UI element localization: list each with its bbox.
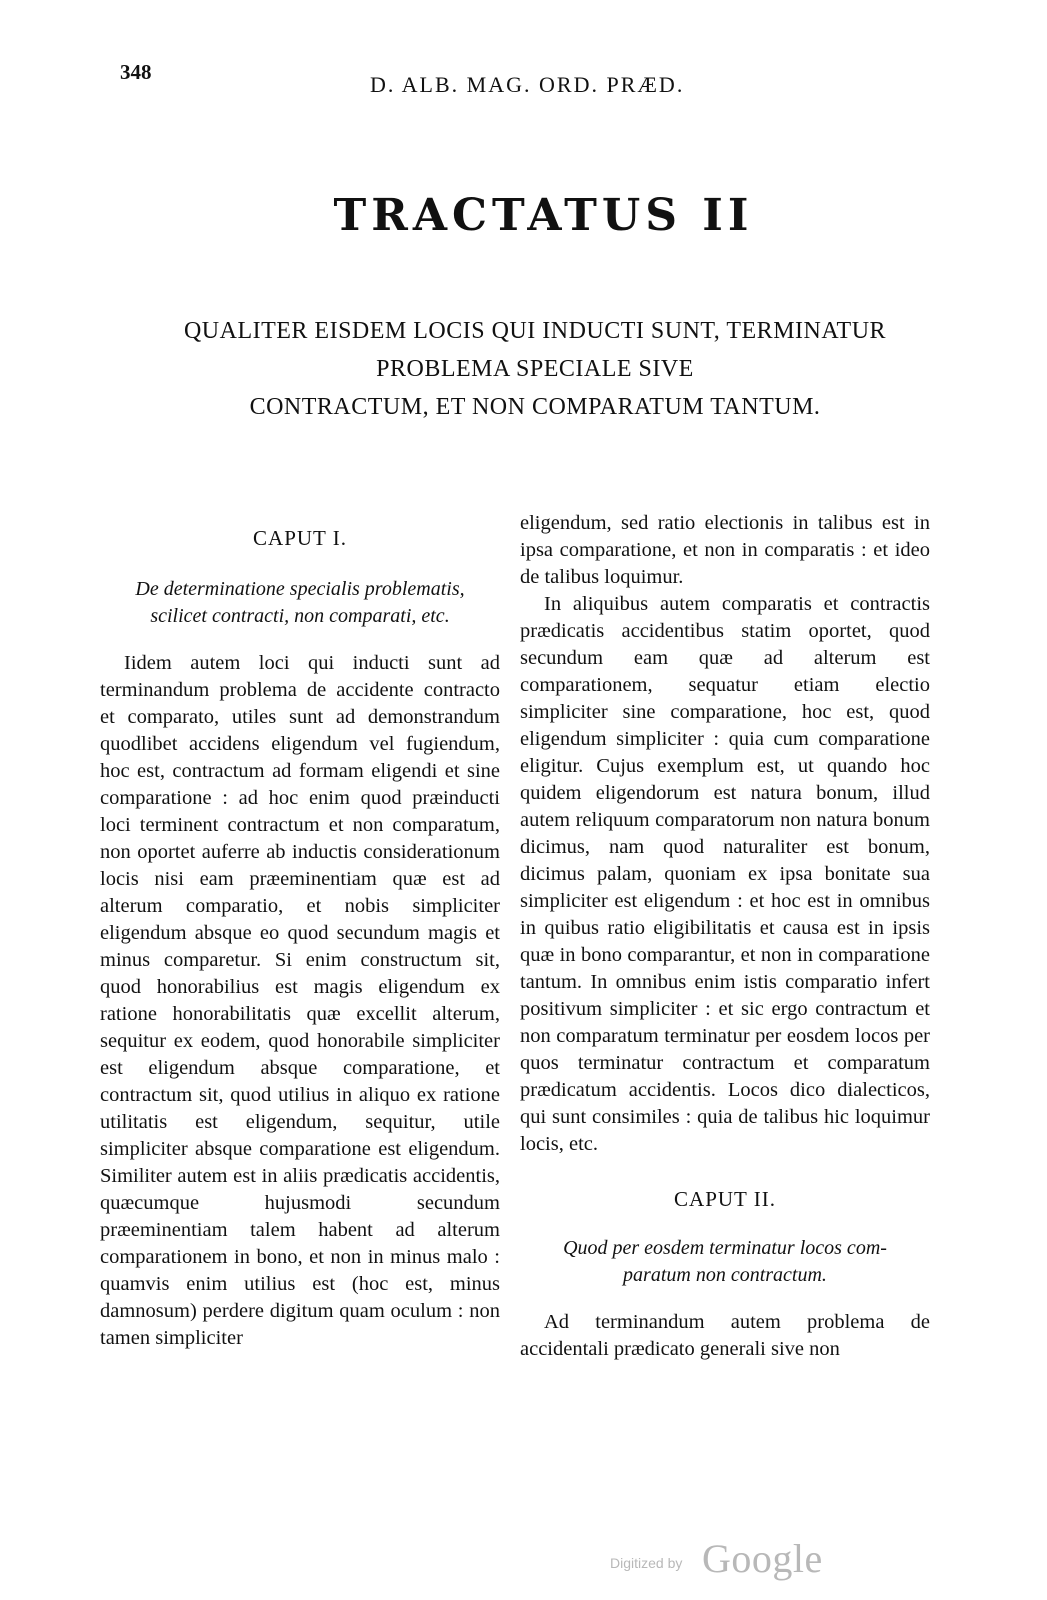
- caput-2-summary: [520, 1235, 930, 1289]
- caput-1-paragraph-1: Iidem autem loci qui inducti sunt ad terminandum problema de accidente contracto et comparato, utiles sunt ad demonstrandum quodlibet accidens eligendum vel fugiendum, hoc est, contractum ad formam eligendi et sine comparatione : ad hoc enim quod præinducti loci terminent contractum et non comparatum, non oportet auferre ab inductis considerationum locis nisi eam præeminentiam quæ est ad alterum comparatio, et nobis simpliciter eligendum absque eo quod secundum magis et minus comparetur. Si enim constructum sit, quod honorabilius est magis eligendum ex ratione honorabilitatis quæ excellit alterum, sequitur ex eodem, quod honorabile simpliciter est eligendum absque comparatione, et contractum sit, quod utilius in aliquo ex ratione utilitatis est eligendum, sequitur, utile simpliciter absque comparatione est eligendum. Similiter autem est in aliis prædicatis accidentis, quæcumque hujusmodi secundum præeminentiam talem habent ad alterum comparationem in bono, et non in minus malo : quamvis enim utilius est (hoc est, minus damnosum) perdere digitum quam oculum : non tamen simpliciter: [100, 652, 500, 1349]
- subtitle-line: PROBLEMA SPECIALE SIVE: [376, 356, 694, 382]
- running-head: [120, 60, 720, 100]
- caput-1-summary: [100, 576, 500, 630]
- right-column: [520, 510, 930, 1363]
- caput-2-heading: CAPUT II.: [674, 1187, 776, 1211]
- subtitle-line: CONTRACTUM, ET NON COMPARATUM TANTUM.: [249, 394, 821, 420]
- digitized-by-google-watermark: [610, 1535, 910, 1581]
- caput-2-paragraph-1: Ad terminandum autem problema de accidentali prædicato generali sive non: [520, 1311, 930, 1360]
- summary-line: scilicet contracti, non comparati, etc.: [150, 605, 450, 627]
- running-title: D. ALB. MAG. ORD. PRÆD.: [370, 72, 685, 97]
- caput-1-heading: CAPUT I.: [253, 526, 347, 550]
- google-logo: Google: [702, 1536, 823, 1581]
- subtitle-line: QUALITER EISDEM LOCIS QUI INDUCTI SUNT, TERMINATUR: [183, 318, 887, 344]
- caput-1-paragraph-1-continued: eligendum, sed ratio electionis in talibus est in ipsa comparatione, et non in comparatis : et ideo de talibus loquimur.: [520, 512, 930, 588]
- tractatus-subtitle: [140, 312, 930, 426]
- summary-line: De determinatione specialis problematis,: [135, 578, 465, 600]
- page-number: 348: [120, 60, 152, 84]
- summary-line: paratum non contractum.: [623, 1264, 827, 1286]
- caput-1-paragraph-2: In aliquibus autem comparatis et contractis prædicatis accidentibus statim oportet, quod secundum eam quæ ad alterum est comparationem, sequatur etiam electio simpliciter sine comparatione, hoc est, quod eligendum simpliciter : quia cum comparatione eligitur. Cujus exemplum est, ut quando hoc quidem eligendorum est natura bonum, illud autem reliquum comparatorum non natura bonum dicimus, nam quod naturaliter est bonum, dicimus palam, quoniam ex ipsa bonitate sua simpliciter est eligendum : et hoc est in omnibus in quibus ratio eligibilitatis et causa est in ipsis quæ in bono comparantur, et non in comparatione tantum. In omnibus enim istis comparatio infert positivum simpliciter : et sic ergo contractum et non comparatum terminatur per eosdem locos per quos terminatur contractum et comparatum prædicatum accidentis. Locos dico dialecticos, qui sunt consimiles : quia de talibus hic loquimur locis, etc.: [520, 593, 930, 1155]
- digitized-by-label: Digitized by: [610, 1555, 683, 1571]
- left-column: [100, 525, 500, 1352]
- summary-line: Quod per eosdem terminatur locos com-: [563, 1237, 887, 1259]
- tractatus-title: TRACTATUS II: [333, 190, 754, 241]
